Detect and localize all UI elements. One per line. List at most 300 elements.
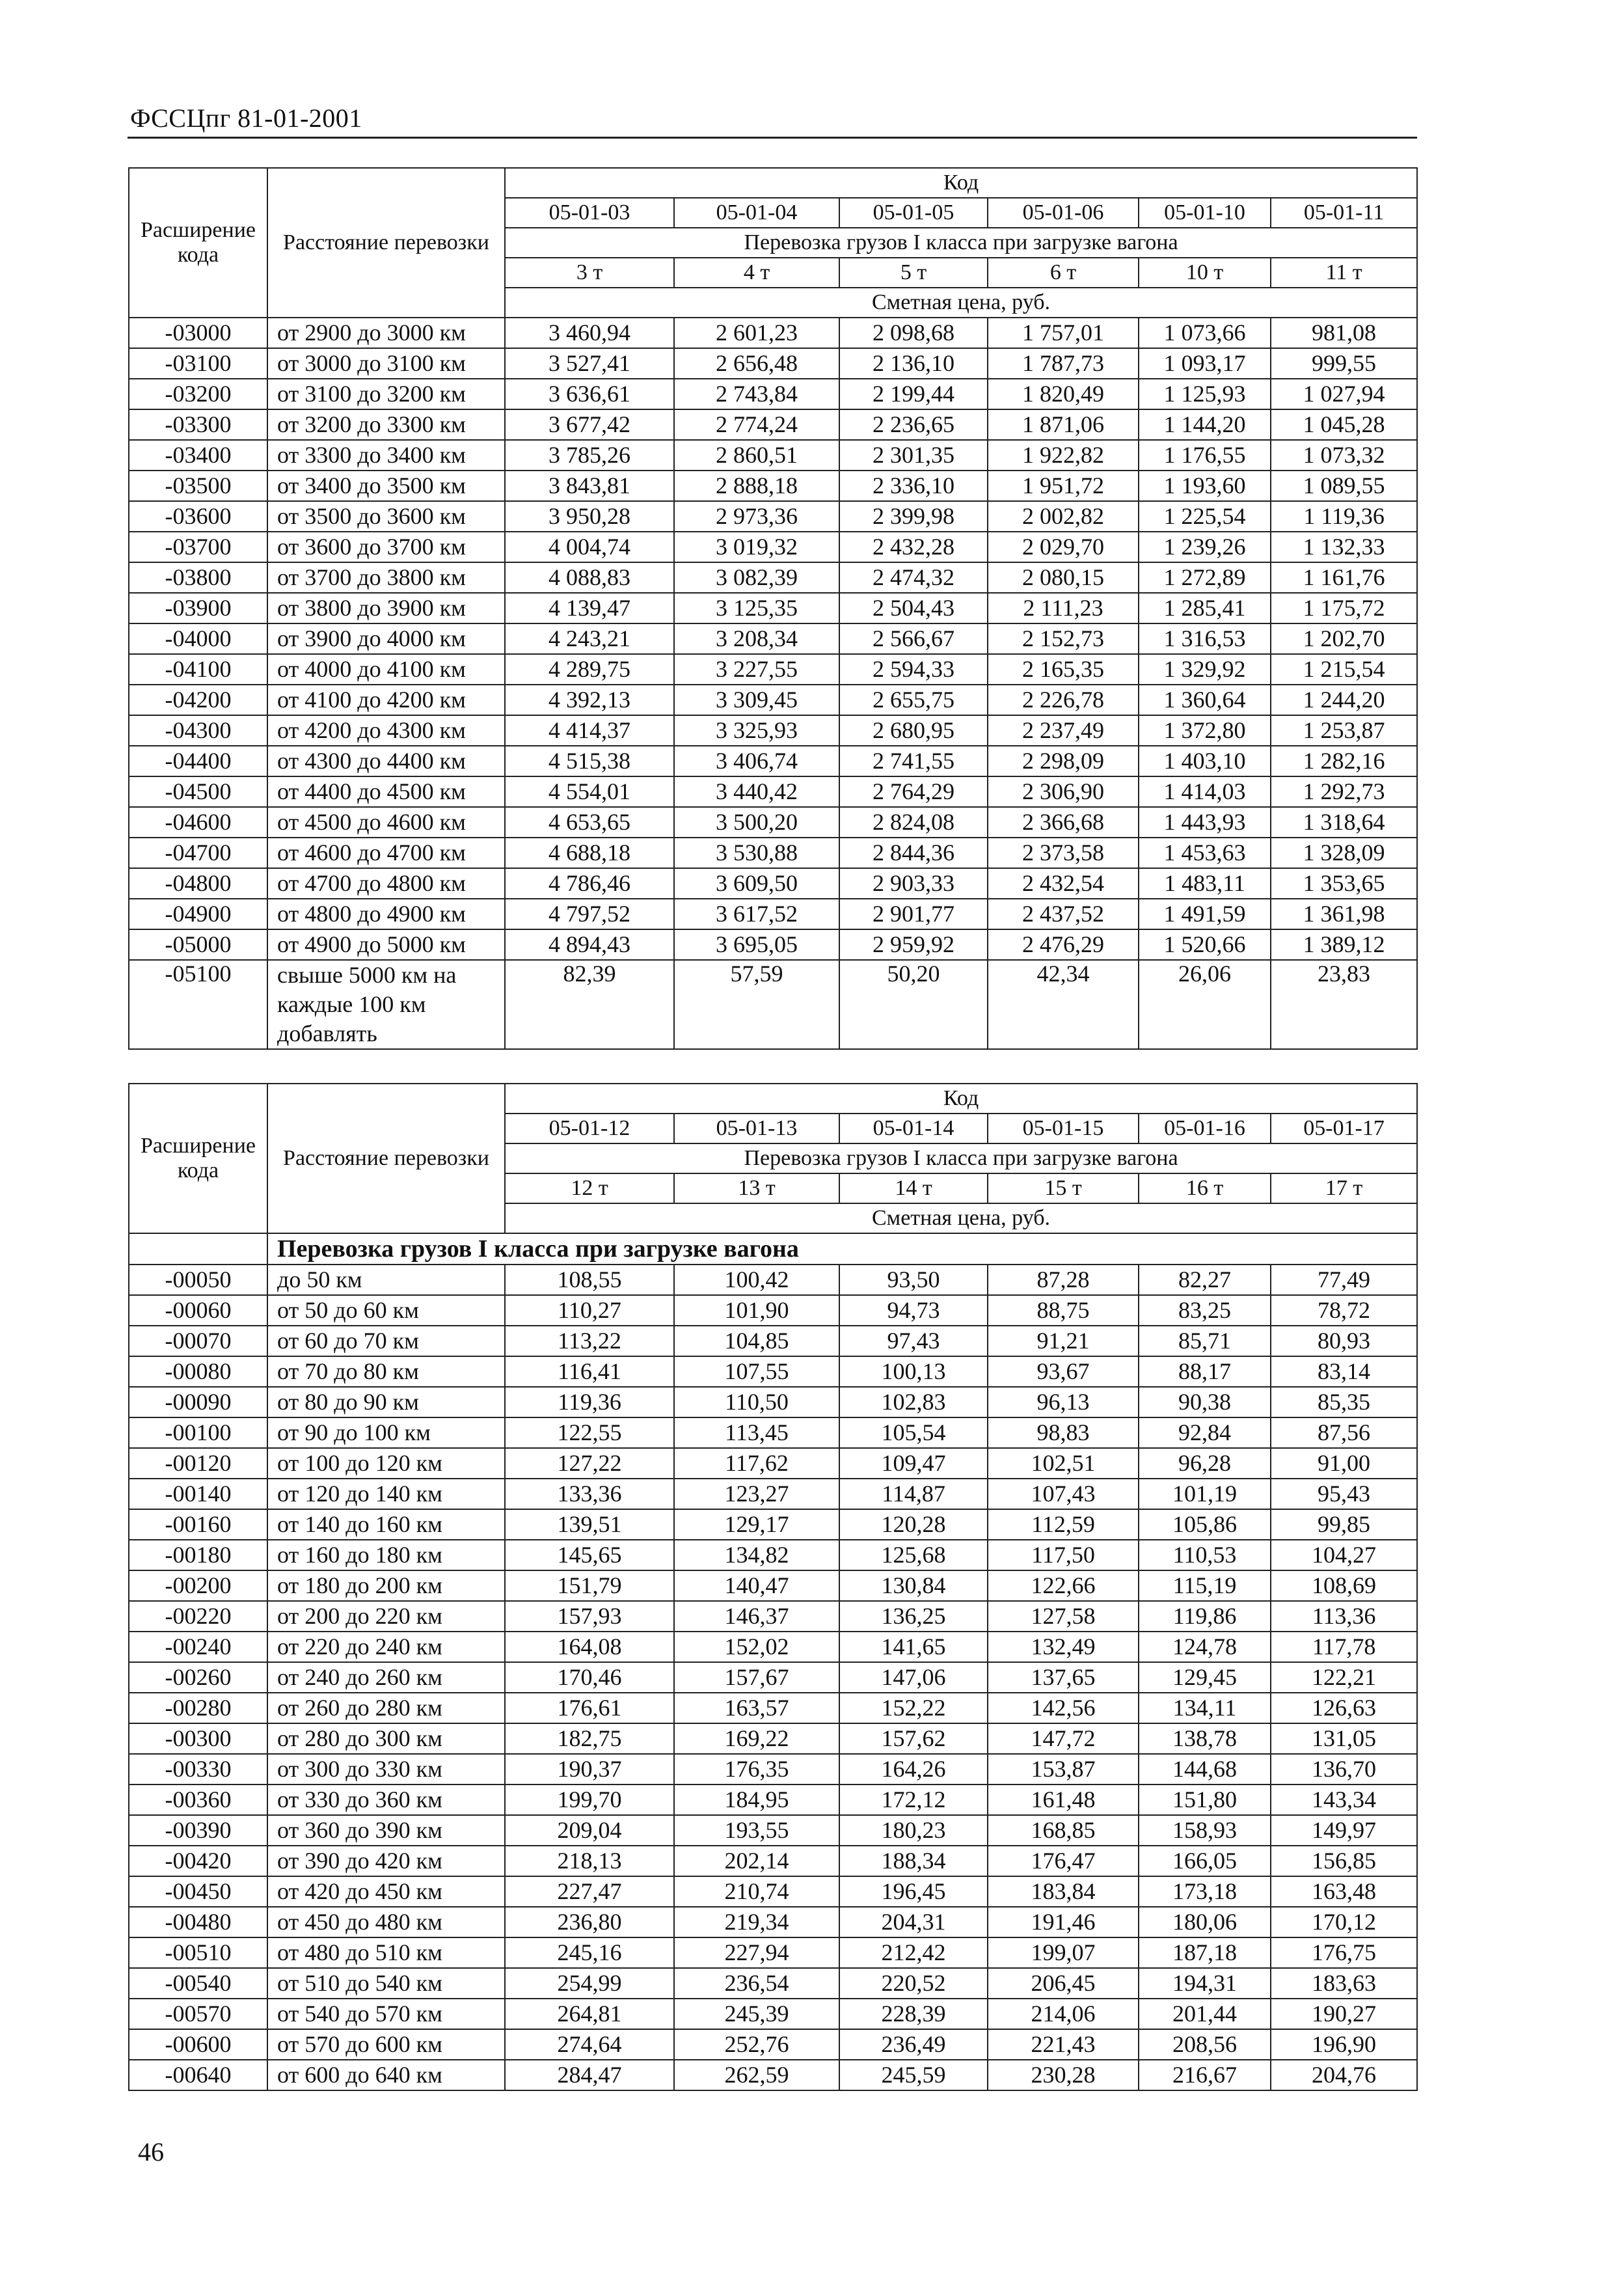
cell-price: 83,14 xyxy=(1271,1356,1417,1387)
cell-price: 2 336,10 xyxy=(839,471,988,501)
cell-price: 173,18 xyxy=(1139,1876,1271,1907)
cell-price: 115,19 xyxy=(1139,1570,1271,1601)
cell-price: 2 680,95 xyxy=(839,715,988,746)
cell-distance: свыше 5000 км на каждые 100 км добавлять xyxy=(267,960,505,1049)
cell-price: 3 125,35 xyxy=(674,593,839,623)
cell-distance: от 260 до 280 км xyxy=(267,1693,505,1723)
cell-price: 193,55 xyxy=(674,1815,839,1846)
cell-price: 1 282,16 xyxy=(1271,746,1417,776)
cell-price: 113,22 xyxy=(505,1326,674,1356)
cell-price: 101,90 xyxy=(674,1295,839,1326)
cell-price: 284,47 xyxy=(505,2060,674,2090)
table-row xyxy=(129,776,1417,807)
table-row xyxy=(129,1601,1417,1632)
cell-price: 149,97 xyxy=(1271,1815,1417,1846)
table-row xyxy=(129,899,1417,929)
header-code: 05-01-16 xyxy=(1139,1114,1271,1143)
table-row xyxy=(129,746,1417,776)
cell-price: 180,06 xyxy=(1139,1907,1271,1937)
cell-price: 2 973,36 xyxy=(674,501,839,532)
page-number: 46 xyxy=(138,2137,164,2167)
table-row xyxy=(129,1876,1417,1907)
cell-price: 245,59 xyxy=(839,2060,988,2090)
header-load: 17 т xyxy=(1271,1173,1417,1203)
cell-distance: от 160 до 180 км xyxy=(267,1540,505,1570)
cell-expansion-code: -00390 xyxy=(129,1815,267,1846)
cell-expansion-code: -04900 xyxy=(129,899,267,929)
table-1-body xyxy=(129,318,1417,1049)
cell-price: 236,49 xyxy=(839,2029,988,2060)
cell-price: 4 786,46 xyxy=(505,868,674,899)
table-row xyxy=(129,532,1417,562)
table-row xyxy=(129,379,1417,409)
table-row xyxy=(129,1265,1417,1295)
cell-price: 190,37 xyxy=(505,1754,674,1785)
cell-price: 91,00 xyxy=(1271,1448,1417,1479)
cell-price: 147,72 xyxy=(988,1723,1139,1754)
cell-expansion-code: -00420 xyxy=(129,1846,267,1876)
cell-price: 4 139,47 xyxy=(505,593,674,623)
cell-price: 3 082,39 xyxy=(674,562,839,593)
cell-price: 1 787,73 xyxy=(988,348,1139,379)
cell-distance: от 3800 до 3900 км xyxy=(267,593,505,623)
cell-price: 2 860,51 xyxy=(674,440,839,471)
cell-price: 2 373,58 xyxy=(988,838,1139,868)
cell-price: 3 636,61 xyxy=(505,379,674,409)
cell-price: 110,50 xyxy=(674,1387,839,1417)
cell-price: 166,05 xyxy=(1139,1846,1271,1876)
table-row xyxy=(129,1907,1417,1937)
cell-price: 182,75 xyxy=(505,1723,674,1754)
cell-price: 2 236,65 xyxy=(839,409,988,440)
cell-distance: от 360 до 390 км xyxy=(267,1815,505,1846)
header-price-label: Сметная цена, руб. xyxy=(505,288,1417,318)
table-row xyxy=(129,318,1417,348)
cell-price: 2 437,52 xyxy=(988,899,1139,929)
cell-price: 1 491,59 xyxy=(1139,899,1271,929)
cell-expansion-code: -00070 xyxy=(129,1326,267,1356)
cell-price: 158,93 xyxy=(1139,1815,1271,1846)
cell-price: 99,85 xyxy=(1271,1509,1417,1540)
cell-price: 130,84 xyxy=(839,1570,988,1601)
table-row xyxy=(129,838,1417,868)
cell-price: 1 175,72 xyxy=(1271,593,1417,623)
header-code: 05-01-06 xyxy=(988,198,1139,228)
table-row xyxy=(129,1570,1417,1601)
cell-price: 4 797,52 xyxy=(505,899,674,929)
table-row xyxy=(129,1846,1417,1876)
cell-price: 1 389,12 xyxy=(1271,929,1417,960)
cell-price: 3 325,93 xyxy=(674,715,839,746)
document-header: ФССЦпг 81-01-2001 xyxy=(130,103,362,133)
cell-price: 2 002,82 xyxy=(988,501,1139,532)
cell-distance: от 330 до 360 км xyxy=(267,1785,505,1815)
cell-expansion-code: -03400 xyxy=(129,440,267,471)
cell-price: 1 922,82 xyxy=(988,440,1139,471)
cell-price: 2 399,98 xyxy=(839,501,988,532)
header-code: 05-01-15 xyxy=(988,1114,1139,1143)
cell-price: 4 894,43 xyxy=(505,929,674,960)
cell-price: 3 440,42 xyxy=(674,776,839,807)
cell-distance: от 2900 до 3000 км xyxy=(267,318,505,348)
cell-expansion-code: -00300 xyxy=(129,1723,267,1754)
cell-expansion-code: -03600 xyxy=(129,501,267,532)
cell-price: 2 432,54 xyxy=(988,868,1139,899)
cell-price: 1 292,73 xyxy=(1271,776,1417,807)
cell-price: 82,39 xyxy=(505,960,674,1049)
cell-expansion-code: -00080 xyxy=(129,1356,267,1387)
cell-expansion-code: -00360 xyxy=(129,1785,267,1815)
cell-price: 262,59 xyxy=(674,2060,839,2090)
cell-price: 1 144,20 xyxy=(1139,409,1271,440)
cell-price: 82,27 xyxy=(1139,1265,1271,1295)
cell-expansion-code: -00570 xyxy=(129,1999,267,2029)
cell-price: 3 677,42 xyxy=(505,409,674,440)
cell-price: 3 227,55 xyxy=(674,654,839,685)
table-row xyxy=(129,1754,1417,1785)
table-row xyxy=(129,1662,1417,1693)
cell-price: 981,08 xyxy=(1271,318,1417,348)
cell-price: 236,80 xyxy=(505,1907,674,1937)
cell-price: 2 301,35 xyxy=(839,440,988,471)
cell-price: 3 309,45 xyxy=(674,685,839,715)
cell-price: 140,47 xyxy=(674,1570,839,1601)
cell-price: 145,65 xyxy=(505,1540,674,1570)
cell-price: 204,31 xyxy=(839,1907,988,1937)
header-distance: Расстояние перевозки xyxy=(267,1084,505,1233)
cell-price: 2 844,36 xyxy=(839,838,988,868)
cell-price: 2 152,73 xyxy=(988,623,1139,654)
table-row xyxy=(129,715,1417,746)
cell-price: 2 743,84 xyxy=(674,379,839,409)
table-row xyxy=(129,593,1417,623)
cell-distance: от 3500 до 3600 км xyxy=(267,501,505,532)
cell-price: 1 119,36 xyxy=(1271,501,1417,532)
cell-price: 138,78 xyxy=(1139,1723,1271,1754)
table-row xyxy=(129,685,1417,715)
cell-price: 88,17 xyxy=(1139,1356,1271,1387)
cell-distance: от 3700 до 3800 км xyxy=(267,562,505,593)
cell-price: 2 774,24 xyxy=(674,409,839,440)
cell-expansion-code: -00140 xyxy=(129,1479,267,1509)
cell-expansion-code: -05000 xyxy=(129,929,267,960)
cell-distance: от 4200 до 4300 км xyxy=(267,715,505,746)
cell-price: 3 843,81 xyxy=(505,471,674,501)
cell-price: 1 403,10 xyxy=(1139,746,1271,776)
cell-price: 209,04 xyxy=(505,1815,674,1846)
table-row xyxy=(129,929,1417,960)
cell-price: 163,48 xyxy=(1271,1876,1417,1907)
table-row xyxy=(129,1356,1417,1387)
cell-price: 129,45 xyxy=(1139,1662,1271,1693)
cell-price: 1 093,17 xyxy=(1139,348,1271,379)
cell-price: 1 125,93 xyxy=(1139,379,1271,409)
cell-price: 206,45 xyxy=(988,1968,1139,1999)
cell-distance: от 280 до 300 км xyxy=(267,1723,505,1754)
cell-price: 1 089,55 xyxy=(1271,471,1417,501)
header-load: 11 т xyxy=(1271,258,1417,288)
cell-price: 254,99 xyxy=(505,1968,674,1999)
cell-price: 1 483,11 xyxy=(1139,868,1271,899)
cell-price: 3 406,74 xyxy=(674,746,839,776)
cell-price: 142,56 xyxy=(988,1693,1139,1723)
header-code-label: Код xyxy=(505,1084,1417,1114)
cell-price: 2 504,43 xyxy=(839,593,988,623)
cell-price: 188,34 xyxy=(839,1846,988,1876)
cell-price: 169,22 xyxy=(674,1723,839,1754)
cell-price: 221,43 xyxy=(988,2029,1139,2060)
cell-price: 1 225,54 xyxy=(1139,501,1271,532)
table-row xyxy=(129,1540,1417,1570)
cell-price: 2 594,33 xyxy=(839,654,988,685)
cell-price: 2 432,28 xyxy=(839,532,988,562)
cell-price: 132,49 xyxy=(988,1632,1139,1662)
cell-price: 2 903,33 xyxy=(839,868,988,899)
cell-price: 139,51 xyxy=(505,1509,674,1540)
cell-price: 101,19 xyxy=(1139,1479,1271,1509)
cell-price: 1 443,93 xyxy=(1139,807,1271,838)
cell-distance: от 3600 до 3700 км xyxy=(267,532,505,562)
cell-price: 129,17 xyxy=(674,1509,839,1540)
cell-price: 83,25 xyxy=(1139,1295,1271,1326)
cell-price: 110,53 xyxy=(1139,1540,1271,1570)
cell-expansion-code: -04200 xyxy=(129,685,267,715)
cell-expansion-code: -00640 xyxy=(129,2060,267,2090)
cell-price: 4 004,74 xyxy=(505,532,674,562)
header-code: 05-01-13 xyxy=(674,1114,839,1143)
cell-price: 212,42 xyxy=(839,1937,988,1968)
cell-expansion-code: -00510 xyxy=(129,1937,267,1968)
cell-price: 144,68 xyxy=(1139,1754,1271,1785)
table-row xyxy=(129,1448,1417,1479)
table-row xyxy=(129,1937,1417,1968)
cell-price: 80,93 xyxy=(1271,1326,1417,1356)
cell-distance: от 4400 до 4500 км xyxy=(267,776,505,807)
cell-price: 1 027,94 xyxy=(1271,379,1417,409)
cell-price: 156,85 xyxy=(1271,1846,1417,1876)
cell-price: 2 959,92 xyxy=(839,929,988,960)
cell-price: 117,78 xyxy=(1271,1632,1417,1662)
table-row xyxy=(129,2029,1417,2060)
cell-price: 117,62 xyxy=(674,1448,839,1479)
header-distance: Расстояние перевозки xyxy=(267,168,505,318)
cell-price: 230,28 xyxy=(988,2060,1139,2090)
cell-distance: от 510 до 540 км xyxy=(267,1968,505,1999)
cell-price: 1 318,64 xyxy=(1271,807,1417,838)
cell-price: 245,16 xyxy=(505,1937,674,1968)
cell-expansion-code: -00050 xyxy=(129,1265,267,1295)
cell-price: 114,87 xyxy=(839,1479,988,1509)
cell-price: 23,83 xyxy=(1271,960,1417,1049)
cell-price: 152,02 xyxy=(674,1632,839,1662)
cell-price: 227,47 xyxy=(505,1876,674,1907)
cell-distance: до 50 км xyxy=(267,1265,505,1295)
cell-price: 100,42 xyxy=(674,1265,839,1295)
cell-price: 153,87 xyxy=(988,1754,1139,1785)
header-load: 10 т xyxy=(1139,258,1271,288)
cell-distance: от 420 до 450 км xyxy=(267,1876,505,1907)
cell-distance: от 120 до 140 км xyxy=(267,1479,505,1509)
cell-price: 151,79 xyxy=(505,1570,674,1601)
cell-price: 1 073,32 xyxy=(1271,440,1417,471)
table-row xyxy=(129,1387,1417,1417)
cell-price: 85,71 xyxy=(1139,1326,1271,1356)
cell-price: 3 609,50 xyxy=(674,868,839,899)
cell-price: 96,28 xyxy=(1139,1448,1271,1479)
cell-price: 180,23 xyxy=(839,1815,988,1846)
cell-price: 109,47 xyxy=(839,1448,988,1479)
header-expansion-code: Расширение кода xyxy=(129,168,267,318)
cell-price: 152,22 xyxy=(839,1693,988,1723)
cell-distance: от 4000 до 4100 км xyxy=(267,654,505,685)
table-row xyxy=(129,409,1417,440)
header-load: 12 т xyxy=(505,1173,674,1203)
cell-price: 1 045,28 xyxy=(1271,409,1417,440)
cell-distance: от 570 до 600 км xyxy=(267,2029,505,2060)
cell-price: 208,56 xyxy=(1139,2029,1271,2060)
cell-distance: от 50 до 60 км xyxy=(267,1295,505,1326)
cell-price: 201,44 xyxy=(1139,1999,1271,2029)
cell-distance: от 60 до 70 км xyxy=(267,1326,505,1356)
cell-price: 252,76 xyxy=(674,2029,839,2060)
cell-price: 2 136,10 xyxy=(839,348,988,379)
cell-price: 219,34 xyxy=(674,1907,839,1937)
cell-distance: от 4300 до 4400 км xyxy=(267,746,505,776)
cell-price: 4 243,21 xyxy=(505,623,674,654)
header-code: 05-01-12 xyxy=(505,1114,674,1143)
cell-price: 1 253,87 xyxy=(1271,715,1417,746)
cell-price: 2 111,23 xyxy=(988,593,1139,623)
cell-price: 1 871,06 xyxy=(988,409,1139,440)
table-row xyxy=(129,1785,1417,1815)
cell-price: 264,81 xyxy=(505,1999,674,2029)
cell-distance: от 200 до 220 км xyxy=(267,1601,505,1632)
cell-distance: от 4600 до 4700 км xyxy=(267,838,505,868)
cell-price: 119,86 xyxy=(1139,1601,1271,1632)
cell-price: 170,12 xyxy=(1271,1907,1417,1937)
cell-price: 191,46 xyxy=(988,1907,1139,1937)
cell-distance: от 3900 до 4000 км xyxy=(267,623,505,654)
cell-price: 131,05 xyxy=(1271,1723,1417,1754)
cell-price: 187,18 xyxy=(1139,1937,1271,1968)
cell-price: 164,26 xyxy=(839,1754,988,1785)
cell-expansion-code: -00220 xyxy=(129,1601,267,1632)
cell-price: 87,56 xyxy=(1271,1417,1417,1448)
cell-price: 999,55 xyxy=(1271,348,1417,379)
cell-expansion-code: -03300 xyxy=(129,409,267,440)
cell-price: 4 392,13 xyxy=(505,685,674,715)
cell-expansion-code: -00480 xyxy=(129,1907,267,1937)
cell-price: 50,20 xyxy=(839,960,988,1049)
table-row xyxy=(129,623,1417,654)
cell-price: 170,46 xyxy=(505,1662,674,1693)
table-row xyxy=(129,1968,1417,1999)
cell-expansion-code: -00450 xyxy=(129,1876,267,1907)
cell-price: 136,70 xyxy=(1271,1754,1417,1785)
table-row xyxy=(129,654,1417,685)
cell-price: 1 285,41 xyxy=(1139,593,1271,623)
cell-price: 176,35 xyxy=(674,1754,839,1785)
cell-price: 141,65 xyxy=(839,1632,988,1662)
cell-price: 202,14 xyxy=(674,1846,839,1876)
cell-distance: от 100 до 120 км xyxy=(267,1448,505,1479)
table-row xyxy=(129,1999,1417,2029)
cell-distance: от 80 до 90 км xyxy=(267,1387,505,1417)
cell-distance: от 3200 до 3300 км xyxy=(267,409,505,440)
cell-price: 108,69 xyxy=(1271,1570,1417,1601)
cell-price: 4 088,83 xyxy=(505,562,674,593)
cell-price: 196,45 xyxy=(839,1876,988,1907)
cell-price: 1 132,33 xyxy=(1271,532,1417,562)
cell-price: 1 202,70 xyxy=(1271,623,1417,654)
cell-price: 2 298,09 xyxy=(988,746,1139,776)
table-row xyxy=(129,1417,1417,1448)
cell-price: 3 527,41 xyxy=(505,348,674,379)
cell-expansion-code: -05100 xyxy=(129,960,267,1049)
cell-price: 134,11 xyxy=(1139,1693,1271,1723)
cell-expansion-code: -00200 xyxy=(129,1570,267,1601)
cell-distance: от 3300 до 3400 км xyxy=(267,440,505,471)
table-row xyxy=(129,1295,1417,1326)
cell-price: 172,12 xyxy=(839,1785,988,1815)
cell-distance: от 180 до 200 км xyxy=(267,1570,505,1601)
cell-price: 3 530,88 xyxy=(674,838,839,868)
header-expansion-code: Расширение кода xyxy=(129,1084,267,1233)
cell-expansion-code: -00280 xyxy=(129,1693,267,1723)
cell-distance: от 4100 до 4200 км xyxy=(267,685,505,715)
table-row xyxy=(129,2060,1417,2090)
cell-price: 1 353,65 xyxy=(1271,868,1417,899)
section-row xyxy=(129,1233,1417,1265)
cell-price: 123,27 xyxy=(674,1479,839,1509)
table-row xyxy=(129,1509,1417,1540)
cell-distance: от 4800 до 4900 км xyxy=(267,899,505,929)
cell-price: 164,08 xyxy=(505,1632,674,1662)
table-row xyxy=(129,960,1417,1049)
cell-price: 122,21 xyxy=(1271,1662,1417,1693)
cell-price: 104,27 xyxy=(1271,1540,1417,1570)
cell-expansion-code: -04800 xyxy=(129,868,267,899)
cell-price: 91,21 xyxy=(988,1326,1139,1356)
cell-price: 1 520,66 xyxy=(1139,929,1271,960)
cell-distance: от 600 до 640 км xyxy=(267,2060,505,2090)
cell-price: 93,50 xyxy=(839,1265,988,1295)
header-load: 6 т xyxy=(988,258,1139,288)
cell-price: 125,68 xyxy=(839,1540,988,1570)
cell-distance: от 4500 до 4600 км xyxy=(267,807,505,838)
cell-distance: от 450 до 480 км xyxy=(267,1907,505,1937)
cell-price: 105,54 xyxy=(839,1417,988,1448)
table-row xyxy=(129,1326,1417,1356)
cell-price: 184,95 xyxy=(674,1785,839,1815)
table-row xyxy=(129,562,1417,593)
cell-expansion-code: -04100 xyxy=(129,654,267,685)
cell-price: 4 554,01 xyxy=(505,776,674,807)
header-load-label: Перевозка грузов I класса при загрузке вагона xyxy=(505,1143,1417,1173)
cell-expansion-code: -03100 xyxy=(129,348,267,379)
cell-price: 4 515,38 xyxy=(505,746,674,776)
cell-distance: от 4900 до 5000 км xyxy=(267,929,505,960)
cell-price: 2 566,67 xyxy=(839,623,988,654)
cell-price: 102,83 xyxy=(839,1387,988,1417)
cell-price: 1 414,03 xyxy=(1139,776,1271,807)
cell-price: 1 820,49 xyxy=(988,379,1139,409)
cell-price: 112,59 xyxy=(988,1509,1139,1540)
cell-price: 42,34 xyxy=(988,960,1139,1049)
cell-price: 117,50 xyxy=(988,1540,1139,1570)
cell-price: 98,83 xyxy=(988,1417,1139,1448)
cell-price: 108,55 xyxy=(505,1265,674,1295)
